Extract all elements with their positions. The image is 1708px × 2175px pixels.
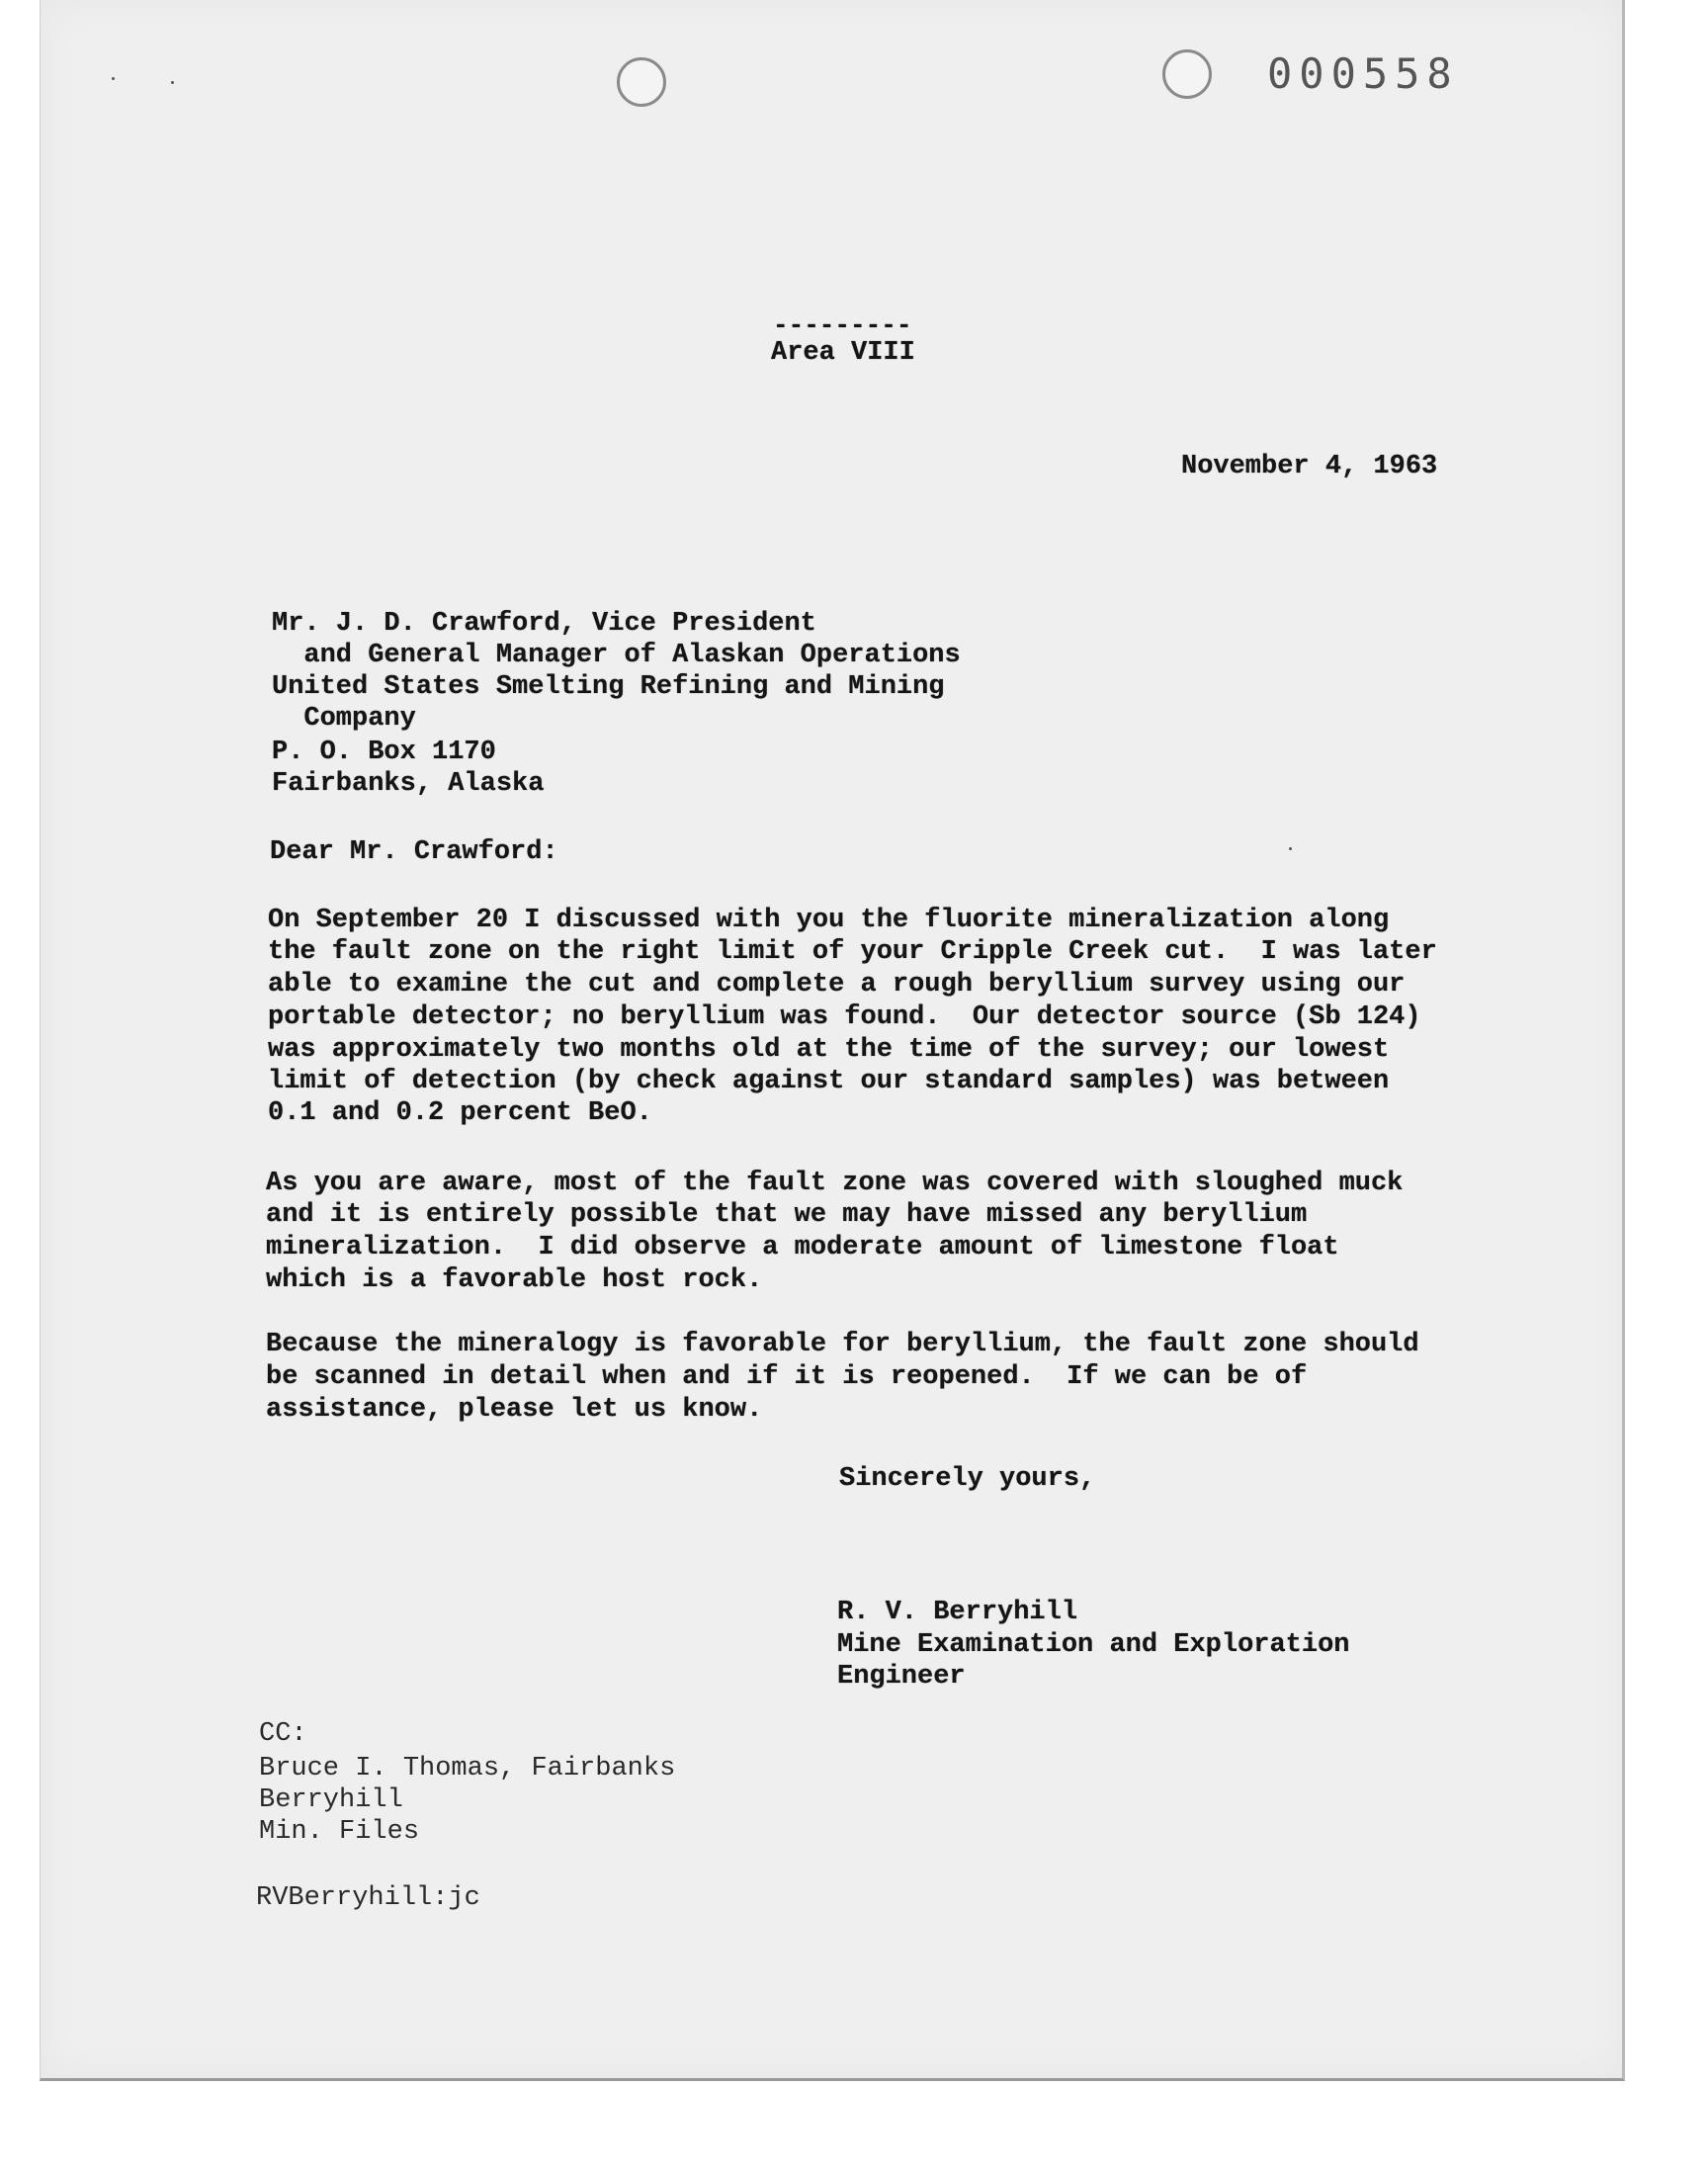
cc-line: Berryhill — [259, 1785, 403, 1815]
paragraph-line: which is a favorable host rock. — [266, 1265, 763, 1295]
address-line: United States Smelting Refining and Mining — [272, 672, 945, 702]
scan-speck — [1289, 847, 1292, 850]
address-line: and General Manager of Alaskan Operations — [272, 641, 961, 670]
paragraph-line: limit of detection (by check against our standard samples) was between — [268, 1067, 1390, 1096]
typist-initials: RVBerryhill:jc — [256, 1883, 480, 1913]
paragraph-line: and it is entirely possible that we may have missed any beryllium — [266, 1200, 1308, 1230]
cc-label: CC: — [259, 1719, 307, 1749]
punch-hole-left — [617, 57, 666, 107]
address-line: Mr. J. D. Crawford, Vice President — [272, 609, 816, 639]
paragraph-line: portable detector; no beryllium was found. Our detector source (Sb 124) — [268, 1002, 1421, 1032]
cc-line: Min. Files — [259, 1817, 420, 1847]
letter-date: November 4, 1963 — [1181, 452, 1438, 481]
paragraph-line: assistance, please let us know. — [266, 1395, 763, 1425]
closing: Sincerely yours, — [839, 1464, 1096, 1494]
address-line: P. O. Box 1170 — [272, 738, 496, 767]
paragraph-line: was approximately two months old at the time of the survey; our lowest — [268, 1035, 1390, 1065]
signer-line: R. V. Berryhill — [837, 1598, 1078, 1627]
paragraph-line: be scanned in detail when and if it is reopened. If we can be of — [266, 1362, 1308, 1392]
punch-hole-right — [1162, 49, 1212, 99]
cc-line: Bruce I. Thomas, Fairbanks — [259, 1754, 676, 1784]
signer-line: Mine Examination and Exploration — [837, 1630, 1350, 1660]
paragraph-line: Because the mineralogy is favorable for beryllium, the fault zone should — [266, 1330, 1419, 1359]
scan-speck — [171, 81, 174, 84]
paragraph-line: As you are aware, most of the fault zone was covered with sloughed muck — [266, 1169, 1404, 1198]
address-line: Company — [272, 704, 416, 734]
paragraph-line: the fault zone on the right limit of your Cripple Creek cut. I was later — [268, 937, 1437, 967]
paragraph-line: 0.1 and 0.2 percent BeO. — [268, 1098, 652, 1128]
area-rule: --------- — [773, 310, 912, 340]
area-heading: Area VIII — [771, 338, 915, 368]
salutation: Dear Mr. Crawford: — [270, 837, 558, 867]
paragraph-line: On September 20 I discussed with you the fluorite mineralization along — [268, 906, 1390, 935]
paragraph-line: able to examine the cut and complete a rough beryllium survey using our — [268, 970, 1406, 1000]
page-stamp-number: 000558 — [1267, 49, 1459, 98]
paragraph-line: mineralization. I did observe a moderate amount of limestone float — [266, 1233, 1339, 1262]
address-line: Fairbanks, Alaska — [272, 769, 545, 799]
scan-speck — [112, 77, 115, 80]
signer-line: Engineer — [837, 1662, 966, 1692]
